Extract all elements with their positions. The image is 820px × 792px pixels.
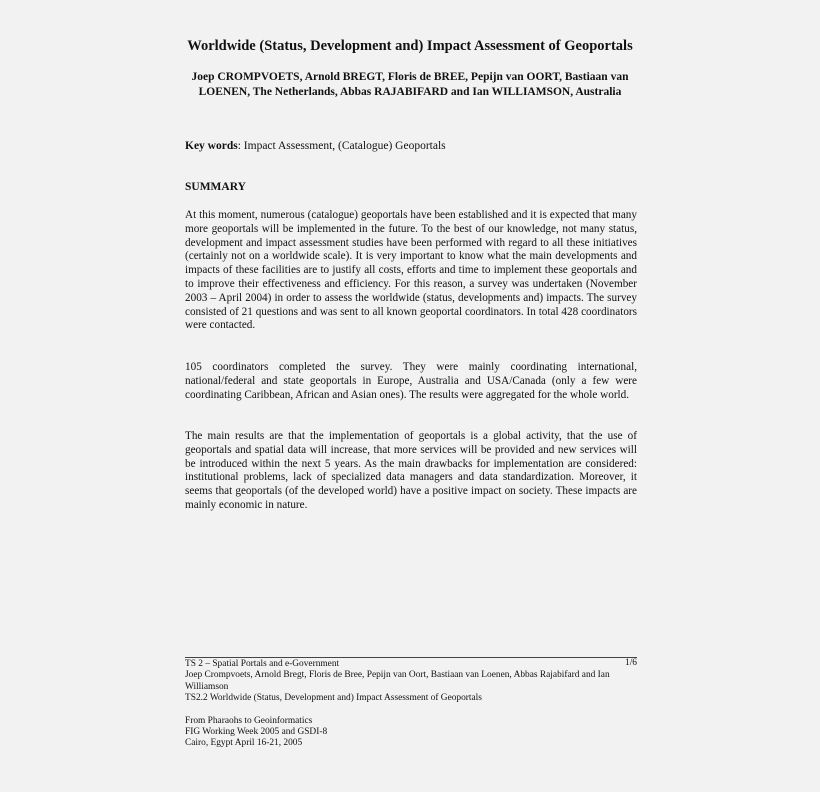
footer-authors: Joep Crompvoets, Arnold Bregt, Floris de Bree, Pepijn van Oort, Bastiaan van Loenen, Abbas Rajabifard and Ian Williamson — [185, 670, 610, 692]
author-list: Joep CROMPVOETS, Arnold BREGT, Floris de BREE, Pepijn van OORT, Bastiaan van LOENEN, The Netherlands, Abbas RAJABIFARD and Ian WILLIAMSON, Australia — [191, 71, 629, 98]
summary-paragraph: 105 coordinators completed the survey. They were mainly coordinating international, national/federal and state geoportals in Europe, Australia and USA/Canada (only a few were coordinating Caribbean, African and Asian ones). The results were aggregated for the whole world. — [185, 361, 637, 401]
footer-divider — [185, 657, 637, 658]
keywords-label: Key words — [185, 140, 238, 152]
footer-conference-title: From Pharaohs to Geoinformatics — [185, 715, 313, 726]
footer-conference-name: FIG Working Week 2005 and GSDI-8 — [185, 727, 328, 738]
summary-paragraph: The main results are that the implementation of geoportals is a global activity, that the use of geoportals and spatial data will increase, that more services will be provided and new services will be introduced within the next 5 years. As the main drawbacks for implementation are considered: institutional problems, lack of specialized data managers and data standardization. Moreover, it seems that geoportals (of the developed world) have a positive impact on society. These impacts are mainly economic in nature. — [185, 430, 637, 511]
page-number: 1/6 — [625, 658, 637, 668]
footer-spacer — [185, 705, 637, 716]
page-footer — [185, 659, 637, 750]
keywords-text: : Impact Assessment, (Catalogue) Geoportals — [237, 140, 446, 152]
summary-paragraph: At this moment, numerous (catalogue) geoportals have been established and it is expected that many more geoportals will be implemented in the future. To the best of our knowledge, not many status, development and impact assessment studies have been performed with regard to all these initiatives (certainly not on a worldwide scale). It is very important to know what the main developments and impacts of these facilities are to justify all costs, efforts and time to implement these geoportals and to improve their effectiveness and efficiency. For this reason, a survey was undertaken (November 2003 – April 2004) in order to assess the worldwide (status, developments and) impacts. The survey consisted of 21 questions and was sent to all known geoportal coordinators. In total 428 coordinators were contacted. — [185, 209, 637, 332]
paper-title: Worldwide (Status, Development and) Impact Assessment of Geoportals — [187, 38, 633, 54]
footer-session: TS 2 – Spatial Portals and e-Government — [185, 659, 340, 669]
keywords-line — [185, 140, 446, 152]
footer-conference-place: Cairo, Egypt April 16-21, 2005 — [185, 738, 303, 749]
summary-heading: SUMMARY — [185, 181, 246, 193]
footer-paper: TS2.2 Worldwide (Status, Development and) Impact Assessment of Geoportals — [185, 693, 482, 704]
